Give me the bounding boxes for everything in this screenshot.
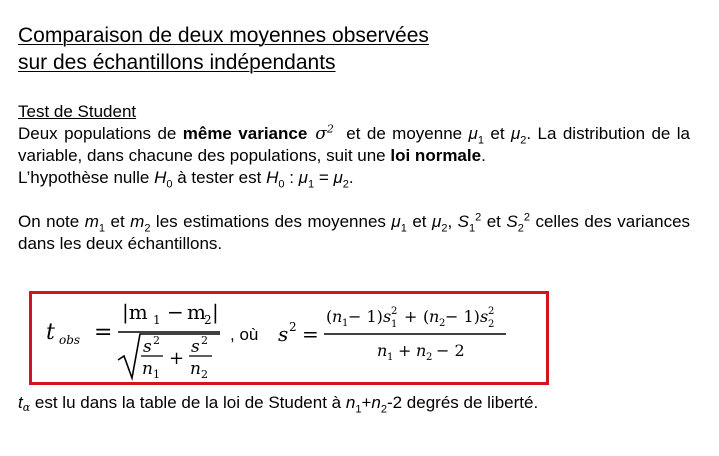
subscript: 1 xyxy=(355,403,362,416)
text-span: = xyxy=(314,168,334,187)
m-symbol: m xyxy=(130,212,145,231)
paragraph-hypothesis xyxy=(18,167,690,189)
page-title xyxy=(18,22,429,76)
s-letter: s xyxy=(143,337,152,357)
text-span: , xyxy=(447,212,458,231)
m-symbol: m xyxy=(84,212,99,231)
subscript: 1 xyxy=(400,222,407,235)
lpar: ( xyxy=(326,307,333,326)
m2-subscript: 2 xyxy=(204,313,212,327)
s-square: 2 xyxy=(201,334,208,347)
m1-subscript: 1 xyxy=(153,313,161,327)
formula-box xyxy=(29,291,549,385)
mu-symbol: μ xyxy=(468,124,478,143)
subscript: 0 xyxy=(166,178,173,191)
subscript: 2 xyxy=(441,222,448,235)
plus-sign: + xyxy=(169,348,185,369)
title-line-2: sur des échantillons indépendants xyxy=(18,51,336,74)
n1-subscript: 1 xyxy=(153,368,160,381)
minus-one: − 1) xyxy=(348,307,383,326)
s-square: 2 xyxy=(391,306,398,317)
t-obs-letter: t xyxy=(46,320,55,345)
sigma-symbol xyxy=(315,124,334,144)
numerator-close: | xyxy=(212,300,219,324)
n-letter: n xyxy=(190,359,201,379)
h-symbol: H xyxy=(266,168,279,187)
bold-text: loi normale xyxy=(390,146,482,165)
s-symbol: S xyxy=(506,212,518,231)
s-letter: s xyxy=(278,322,289,346)
n2-subscript: 2 xyxy=(201,368,208,381)
subscript: 1 xyxy=(477,134,484,147)
s1-subscript: 1 xyxy=(391,319,398,330)
s-square: 2 xyxy=(289,320,297,334)
n-letter: n xyxy=(142,359,153,379)
n-letter: n xyxy=(377,341,388,360)
s-letter: s xyxy=(480,307,489,326)
s-square: 2 xyxy=(488,306,495,317)
text-span: et xyxy=(406,212,432,231)
title-line-1: Comparaison de deux moyennes observées xyxy=(18,24,429,47)
s2-subscript: 2 xyxy=(488,319,495,330)
minus-one: − 1) xyxy=(445,307,480,326)
n-letter: n xyxy=(429,307,440,326)
text-span: On note xyxy=(18,212,85,231)
text-span: les estimations des moyennes xyxy=(150,212,392,231)
bold-text: même variance xyxy=(182,124,308,143)
subscript: 1 xyxy=(98,222,106,235)
subscript: 1 xyxy=(468,222,476,235)
s-symbol: S xyxy=(457,212,469,231)
section-heading: Test de Student xyxy=(18,102,137,121)
s-square: 2 xyxy=(153,334,160,347)
superscript: 2 xyxy=(523,211,530,224)
text-span: celles des variances dans les deux échantillons. xyxy=(18,212,691,253)
paragraph-populations xyxy=(18,123,690,167)
s-letter: s xyxy=(191,337,200,357)
text-span: Deux populations de xyxy=(18,124,183,143)
text-span: -2 degrés de liberté. xyxy=(386,393,539,412)
s-letter: s xyxy=(383,307,392,326)
plus-sign: + xyxy=(398,341,412,360)
equals-sign: = xyxy=(94,320,113,345)
n-letter: n xyxy=(416,341,427,360)
text-span: et xyxy=(105,212,131,231)
spacer xyxy=(18,189,690,211)
mu-symbol: μ xyxy=(431,212,442,231)
plus-text: + xyxy=(361,393,372,412)
alpha-symbol: α xyxy=(22,401,31,414)
m2-letter: m xyxy=(187,300,206,324)
text-span: est lu dans la table de la loi de Student à xyxy=(30,393,346,412)
mu-symbol: μ xyxy=(510,124,521,143)
mu-symbol: μ xyxy=(298,168,308,187)
document-body xyxy=(18,101,690,255)
text-span: . La distribution de la variable, dans chacune des populations, suit une xyxy=(18,124,690,165)
sigma-letter: σ xyxy=(315,124,327,144)
subscript: 2 xyxy=(380,403,387,416)
ou-text: , où xyxy=(230,325,259,344)
text-span: . xyxy=(481,146,486,165)
text-span: et de moyenne xyxy=(339,124,469,143)
formula-graphic xyxy=(32,294,546,382)
n-letter: n xyxy=(345,393,356,412)
minus-two: − 2 xyxy=(436,341,465,360)
text-span: L’hypothèse nulle xyxy=(18,168,155,187)
t-letter: t xyxy=(18,393,23,412)
n2-subscript: 2 xyxy=(426,352,433,363)
text-span: et xyxy=(483,124,511,143)
mu-symbol: μ xyxy=(391,212,401,231)
n-letter: n xyxy=(332,307,343,326)
numerator-open: |m xyxy=(122,300,148,324)
subscript: 2 xyxy=(520,134,527,147)
n1-subscript: 1 xyxy=(342,318,349,329)
subscript: 2 xyxy=(342,178,349,191)
h-symbol: H xyxy=(154,168,167,187)
t-obs-subscript: obs xyxy=(59,333,81,347)
text-span: . xyxy=(348,168,354,187)
lpar: ( xyxy=(423,307,430,326)
superscript: 2 xyxy=(475,211,482,224)
subscript: 2 xyxy=(517,222,524,235)
minus-sign: − xyxy=(167,300,184,324)
subscript: 2 xyxy=(144,222,151,235)
equals-sign: = xyxy=(302,322,319,346)
n1-subscript: 1 xyxy=(387,352,394,363)
text-span: à tester est xyxy=(172,168,267,187)
text-span: et xyxy=(481,212,507,231)
plus-sign: + xyxy=(404,307,418,326)
n-letter: n xyxy=(371,393,381,412)
degrees-of-freedom-line xyxy=(18,392,538,419)
sigma-exponent: 2 xyxy=(326,122,334,136)
text-span: : xyxy=(284,168,299,187)
mu-symbol: μ xyxy=(333,168,343,187)
paragraph-estimates xyxy=(18,211,690,255)
n2-subscript: 2 xyxy=(439,318,446,329)
subscript: 1 xyxy=(307,178,315,191)
subscript: 0 xyxy=(278,178,285,191)
